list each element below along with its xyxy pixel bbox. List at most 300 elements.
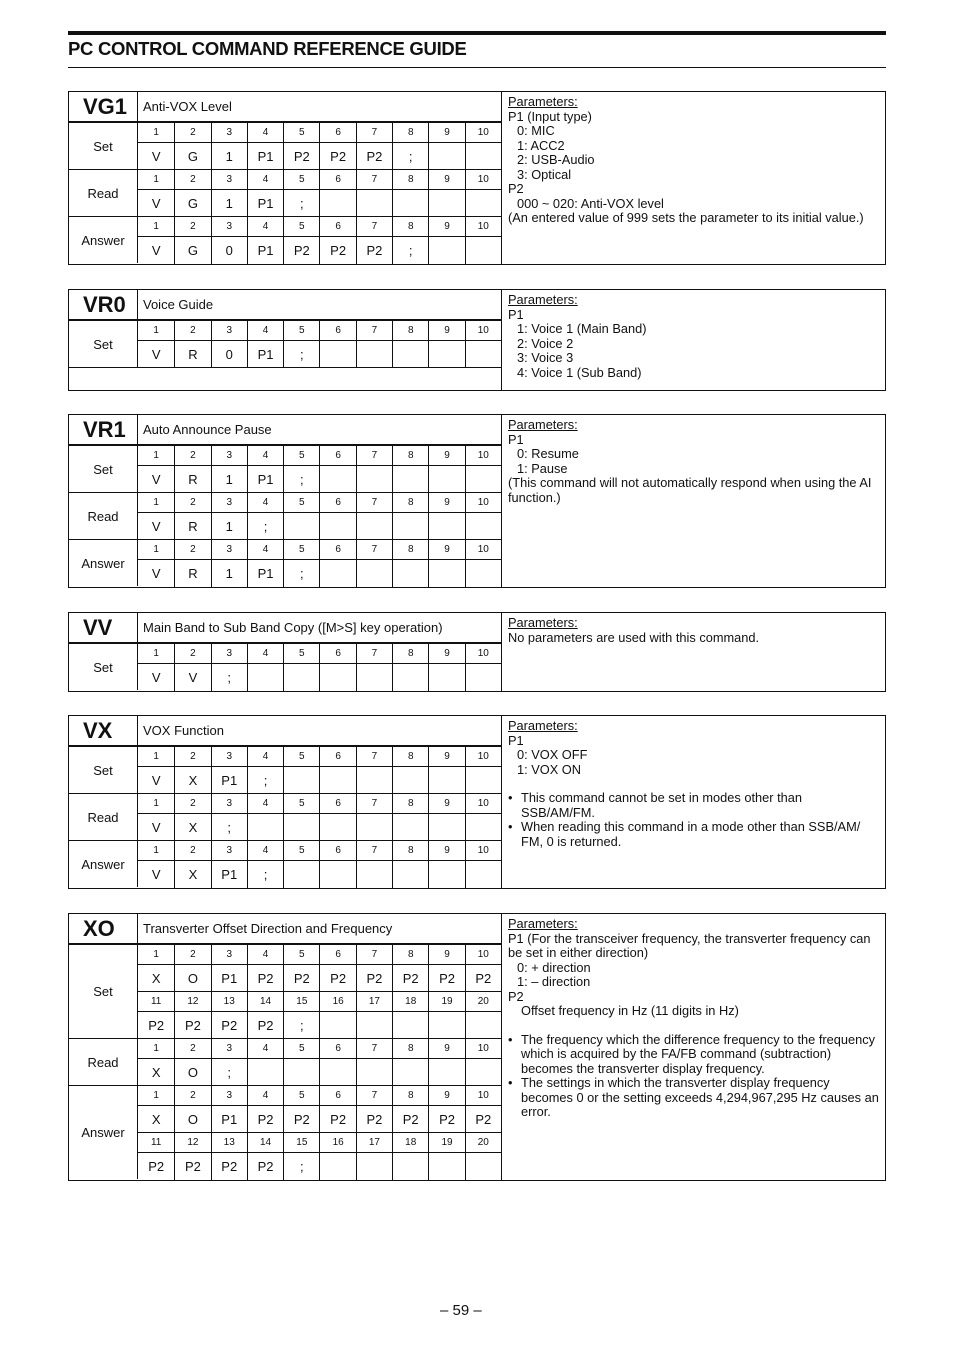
parameter-line: 2: USB-Audio — [517, 152, 595, 167]
character-cell: P1 — [247, 466, 283, 493]
position-number: 4 — [247, 170, 283, 189]
parameter-line — [508, 1019, 879, 1033]
position-number: 2 — [174, 217, 210, 236]
character-cell — [428, 814, 464, 841]
position-number: 4 — [247, 1039, 283, 1058]
character-row — [138, 1153, 501, 1180]
character-cell: P2 — [356, 143, 392, 170]
parameters-panel — [501, 290, 885, 390]
character-cell: P2 — [319, 1106, 355, 1132]
character-cell: ; — [211, 814, 247, 841]
character-cell: R — [174, 513, 210, 540]
character-cell — [392, 664, 428, 691]
character-cell — [392, 466, 428, 493]
character-cell: P2 — [283, 237, 319, 264]
position-number: 8 — [392, 945, 428, 964]
character-cell — [465, 237, 501, 264]
character-cell: O — [174, 965, 210, 991]
position-number: 1 — [153, 497, 159, 508]
position-number: 6 — [319, 747, 355, 766]
position-number: 7 — [356, 493, 392, 512]
page-number: – 59 – — [440, 1302, 482, 1319]
position-number: 5 — [283, 945, 319, 964]
character-cell — [428, 466, 464, 493]
character-cell: V — [151, 566, 161, 581]
parameter-line — [508, 777, 879, 791]
header-rule-top — [68, 31, 886, 35]
position-number: 15 — [283, 992, 319, 1011]
position-number: 7 — [356, 1039, 392, 1058]
position-number: 9 — [428, 1039, 464, 1058]
parameters-heading: Parameters: — [508, 94, 578, 109]
character-cell: X — [174, 814, 210, 841]
character-cell: V — [151, 773, 161, 788]
position-number: 11 — [150, 1137, 162, 1148]
position-number-row — [138, 170, 501, 190]
character-cell: X — [151, 971, 161, 986]
group-answer — [69, 216, 501, 263]
character-cell: 1 — [211, 513, 247, 540]
command-code: XO — [69, 914, 138, 944]
position-number: 20 — [465, 992, 501, 1011]
position-number: 5 — [283, 170, 319, 189]
character-cell: X — [174, 861, 210, 888]
character-cell: 0 — [211, 237, 247, 264]
character-cell — [428, 237, 464, 264]
position-number: 11 — [150, 996, 162, 1007]
character-row — [138, 1106, 501, 1133]
character-cell: P2 — [428, 1106, 464, 1132]
command-code: VG1 — [69, 92, 138, 122]
position-number: 5 — [283, 493, 319, 512]
parameters-panel — [501, 613, 885, 691]
position-number: 6 — [319, 1086, 355, 1105]
position-number: 3 — [211, 217, 247, 236]
position-number: 2 — [174, 123, 210, 142]
position-number: 1 — [153, 845, 159, 856]
position-number-row — [138, 1133, 501, 1153]
position-number: 9 — [428, 794, 464, 813]
character-cell — [247, 814, 283, 841]
character-cell — [283, 861, 319, 888]
position-number: 8 — [392, 841, 428, 860]
position-number: 2 — [174, 1086, 210, 1105]
character-cell — [319, 466, 355, 493]
position-number: 9 — [428, 747, 464, 766]
parameters-panel — [501, 92, 885, 264]
parameter-line: P1 — [508, 732, 524, 748]
character-cell: P2 — [319, 143, 355, 170]
command-function-name: Voice Guide — [138, 290, 501, 320]
parameter-note: • When reading this command in a mode other than SSB/AM/ FM, 0 is returned. — [508, 820, 879, 849]
position-number: 1 — [153, 1090, 159, 1101]
character-cell — [428, 143, 464, 170]
position-number: 10 — [465, 321, 501, 340]
position-number: 17 — [356, 1133, 392, 1152]
character-cell — [392, 861, 428, 888]
character-cell — [392, 560, 428, 587]
position-number: 8 — [392, 747, 428, 766]
character-cell: 1 — [211, 560, 247, 587]
position-number: 5 — [283, 123, 319, 142]
position-number: 13 — [211, 992, 247, 1011]
character-cell: V — [151, 149, 161, 164]
position-number: 18 — [392, 992, 428, 1011]
position-number: 6 — [319, 170, 355, 189]
character-cell — [247, 664, 283, 691]
position-number: 9 — [428, 446, 464, 465]
group-set — [69, 746, 501, 793]
character-cell — [392, 341, 428, 368]
character-cell — [428, 341, 464, 368]
position-number-row — [138, 446, 501, 466]
character-cell: ; — [283, 341, 319, 368]
position-number: 13 — [211, 1133, 247, 1152]
position-number: 5 — [283, 321, 319, 340]
position-number: 1 — [153, 648, 159, 659]
command-table-vr0 — [68, 289, 886, 391]
position-number: 7 — [356, 644, 392, 663]
position-number: 7 — [356, 321, 392, 340]
character-cell — [465, 861, 501, 888]
character-cell — [283, 664, 319, 691]
position-number: 7 — [356, 540, 392, 559]
character-cell — [283, 513, 319, 540]
position-number: 3 — [211, 644, 247, 663]
position-number: 10 — [465, 644, 501, 663]
character-row — [138, 190, 501, 217]
character-cell: V — [151, 670, 161, 685]
position-number: 19 — [428, 1133, 464, 1152]
position-number: 10 — [465, 170, 501, 189]
position-number: 8 — [392, 123, 428, 142]
position-number: 3 — [211, 170, 247, 189]
position-number: 16 — [319, 1133, 355, 1152]
character-cell: O — [174, 1059, 210, 1086]
position-number: 9 — [428, 170, 464, 189]
position-number: 4 — [247, 1086, 283, 1105]
position-number: 15 — [283, 1133, 319, 1152]
empty-row — [69, 367, 501, 389]
character-cell: ; — [211, 1059, 247, 1086]
character-cell — [319, 1153, 355, 1180]
character-cell — [319, 814, 355, 841]
character-cell: P2 — [392, 965, 428, 991]
position-number: 1 — [153, 949, 159, 960]
position-number: 9 — [428, 540, 464, 559]
position-number: 6 — [319, 945, 355, 964]
command-table-vx — [68, 715, 886, 889]
parameter-line: (An entered value of 999 sets the parameter to its initial value.) — [508, 210, 864, 225]
character-cell — [465, 190, 501, 217]
character-cell — [283, 767, 319, 794]
character-row — [138, 861, 501, 888]
parameter-line: P1 (Input type) — [508, 108, 592, 124]
command-code: VX — [69, 716, 138, 746]
position-number: 10 — [465, 1039, 501, 1058]
position-number: 6 — [319, 540, 355, 559]
character-cell: X — [151, 1065, 161, 1080]
character-cell — [465, 664, 501, 691]
position-number: 7 — [356, 1086, 392, 1105]
character-cell: P2 — [174, 1012, 210, 1039]
position-number: 1 — [153, 221, 159, 232]
character-cell — [465, 513, 501, 540]
character-cell: P2 — [283, 143, 319, 170]
position-number: 2 — [174, 170, 210, 189]
character-cell: P2 — [392, 1106, 428, 1132]
position-number: 8 — [392, 217, 428, 236]
parameter-note: • This command cannot be set in modes other than SSB/AM/FM. — [508, 791, 879, 820]
position-number: 7 — [356, 123, 392, 142]
page-title: PC CONTROL COMMAND REFERENCE GUIDE — [68, 38, 467, 59]
character-cell — [465, 341, 501, 368]
character-cell — [319, 560, 355, 587]
position-number: 8 — [392, 321, 428, 340]
character-cell: 1 — [211, 190, 247, 217]
character-cell — [356, 1059, 392, 1086]
character-cell: V — [151, 472, 161, 487]
character-cell — [428, 664, 464, 691]
character-cell: V — [151, 867, 161, 882]
parameter-line: No parameters are used with this command. — [508, 629, 760, 645]
position-number: 3 — [211, 841, 247, 860]
position-number: 4 — [247, 644, 283, 663]
parameter-line: P1 — [508, 306, 524, 322]
position-number: 2 — [174, 540, 210, 559]
character-cell: V — [151, 820, 161, 835]
character-cell: ; — [392, 237, 428, 264]
group-label: Answer — [69, 540, 138, 586]
position-number: 6 — [319, 321, 355, 340]
character-cell: P1 — [211, 767, 247, 794]
character-cell: 1 — [211, 466, 247, 493]
character-cell: 1 — [211, 143, 247, 170]
position-number: 1 — [153, 127, 159, 138]
character-cell: ; — [211, 664, 247, 691]
position-number: 14 — [247, 1133, 283, 1152]
position-number: 10 — [465, 540, 501, 559]
position-number: 10 — [465, 217, 501, 236]
group-label: Answer — [69, 841, 138, 887]
position-number: 10 — [465, 841, 501, 860]
position-number: 9 — [428, 945, 464, 964]
character-row — [138, 767, 501, 794]
character-row — [138, 560, 501, 587]
character-cell — [356, 1012, 392, 1039]
parameters-panel — [501, 415, 885, 587]
position-number: 2 — [174, 446, 210, 465]
parameter-line: P2 — [508, 988, 524, 1004]
character-cell: P1 — [247, 237, 283, 264]
character-row — [138, 814, 501, 841]
position-number: 3 — [211, 1086, 247, 1105]
position-number: 2 — [174, 841, 210, 860]
position-number: 8 — [392, 540, 428, 559]
character-row — [138, 143, 501, 170]
group-answer — [69, 539, 501, 586]
position-number: 7 — [356, 794, 392, 813]
command-code: VV — [69, 613, 138, 643]
character-cell — [356, 1153, 392, 1180]
parameter-line: 1: ACC2 — [517, 137, 565, 153]
character-cell: G — [174, 237, 210, 264]
character-cell: P1 — [211, 1106, 247, 1132]
character-cell: R — [174, 466, 210, 493]
parameter-line: 3: Optical — [517, 166, 572, 182]
group-read — [69, 1038, 501, 1085]
position-number: 10 — [465, 123, 501, 142]
position-number: 3 — [211, 540, 247, 559]
position-number: 2 — [174, 1039, 210, 1058]
character-cell: P1 — [247, 190, 283, 217]
position-number: 6 — [319, 644, 355, 663]
parameters-heading: Parameters: — [508, 718, 578, 733]
command-function-name: Main Band to Sub Band Copy ([M>S] key operation) — [138, 613, 501, 643]
character-cell: P2 — [247, 1106, 283, 1132]
group-read — [69, 793, 501, 840]
character-cell: P2 — [247, 1012, 283, 1039]
character-cell: ; — [283, 466, 319, 493]
position-number: 8 — [392, 493, 428, 512]
parameter-line: 1: – direction — [517, 974, 591, 989]
command-code: VR0 — [69, 290, 138, 320]
position-number: 1 — [153, 450, 159, 461]
character-cell: P2 — [211, 1012, 247, 1039]
command-function-name: Auto Announce Pause — [138, 415, 501, 445]
character-cell — [428, 1059, 464, 1086]
character-cell: P2 — [174, 1153, 210, 1180]
parameter-line: 1: Voice 1 (Main Band) — [517, 321, 647, 336]
position-number: 5 — [283, 747, 319, 766]
position-number: 4 — [247, 747, 283, 766]
character-cell: P2 — [319, 237, 355, 264]
group-set — [69, 643, 501, 690]
group-label: Set — [69, 321, 138, 367]
character-cell — [465, 767, 501, 794]
position-number: 17 — [356, 992, 392, 1011]
character-cell — [356, 190, 392, 217]
character-cell: O — [174, 1106, 210, 1132]
character-cell: X — [174, 767, 210, 794]
position-number: 4 — [247, 540, 283, 559]
position-number: 2 — [174, 945, 210, 964]
character-row — [138, 664, 501, 691]
group-label: Read — [69, 493, 138, 539]
position-number: 8 — [392, 170, 428, 189]
group-label: Read — [69, 170, 138, 216]
character-cell: P2 — [247, 1153, 283, 1180]
parameter-note: • The frequency which the difference frequency to the frequency which is acquired by the FA/FB command (subtraction) becomes the transverter display frequency. — [508, 1033, 879, 1077]
position-number: 4 — [247, 321, 283, 340]
character-cell — [319, 513, 355, 540]
character-cell — [283, 814, 319, 841]
position-number: 1 — [153, 174, 159, 185]
position-number: 10 — [465, 493, 501, 512]
character-row — [138, 1012, 501, 1039]
position-number: 10 — [465, 747, 501, 766]
group-set — [69, 122, 501, 169]
position-number: 7 — [356, 841, 392, 860]
character-cell: ; — [247, 767, 283, 794]
position-number: 2 — [174, 321, 210, 340]
character-cell — [319, 767, 355, 794]
character-cell — [465, 1059, 501, 1086]
group-label: Read — [69, 794, 138, 840]
character-cell — [465, 1012, 501, 1039]
position-number-row — [138, 747, 501, 767]
character-cell: X — [151, 1112, 161, 1127]
position-number: 9 — [428, 493, 464, 512]
group-label: Set — [69, 446, 138, 492]
character-cell — [392, 1059, 428, 1086]
character-cell: 0 — [211, 341, 247, 368]
group-label: Answer — [69, 1086, 138, 1179]
character-cell: ; — [283, 560, 319, 587]
character-cell: R — [174, 341, 210, 368]
character-cell — [465, 466, 501, 493]
position-number: 4 — [247, 217, 283, 236]
parameter-line: 4: Voice 1 (Sub Band) — [517, 364, 642, 380]
character-cell — [392, 767, 428, 794]
character-cell — [465, 560, 501, 587]
position-number: 9 — [428, 1086, 464, 1105]
position-number: 14 — [247, 992, 283, 1011]
character-cell — [428, 767, 464, 794]
character-row — [138, 341, 501, 368]
character-cell: ; — [283, 190, 319, 217]
position-number: 2 — [174, 644, 210, 663]
position-number: 5 — [283, 841, 319, 860]
command-table-vr1 — [68, 414, 886, 588]
group-answer — [69, 1085, 501, 1179]
group-read — [69, 169, 501, 216]
character-cell: V — [174, 664, 210, 691]
parameters-panel — [501, 914, 885, 1180]
character-cell: ; — [392, 143, 428, 170]
command-function-name: VOX Function — [138, 716, 501, 746]
position-number-row — [138, 992, 501, 1012]
position-number: 5 — [283, 217, 319, 236]
position-number: 8 — [392, 644, 428, 663]
character-cell — [392, 814, 428, 841]
position-number: 12 — [174, 992, 210, 1011]
position-number: 7 — [356, 747, 392, 766]
position-number: 3 — [211, 747, 247, 766]
character-cell — [428, 1153, 464, 1180]
character-cell — [319, 190, 355, 217]
group-set — [69, 944, 501, 1038]
character-cell: P2 — [148, 1159, 165, 1174]
position-number: 8 — [392, 446, 428, 465]
parameter-line: 1: Pause — [517, 460, 568, 476]
position-number: 2 — [174, 493, 210, 512]
character-cell: V — [151, 243, 161, 258]
parameter-line: 0: + direction — [517, 959, 591, 975]
position-number: 3 — [211, 446, 247, 465]
position-number: 6 — [319, 841, 355, 860]
character-cell — [319, 861, 355, 888]
character-cell — [392, 190, 428, 217]
character-cell: P2 — [465, 965, 501, 991]
command-table-vg1 — [68, 91, 886, 265]
position-number: 6 — [319, 493, 355, 512]
character-cell — [356, 466, 392, 493]
position-number: 5 — [283, 1086, 319, 1105]
character-cell: P2 — [356, 237, 392, 264]
position-number: 4 — [247, 446, 283, 465]
command-table-xo — [68, 913, 886, 1181]
